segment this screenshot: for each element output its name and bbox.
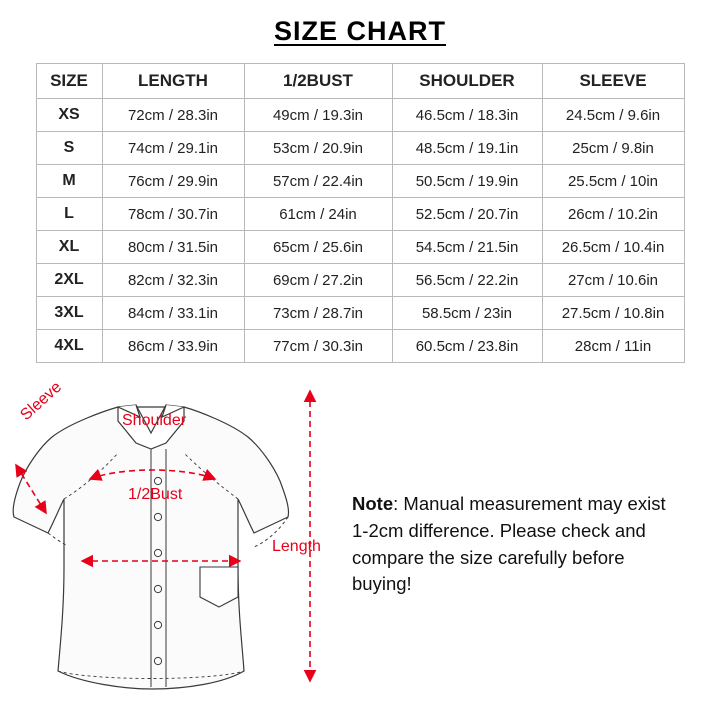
table-row: [36, 198, 684, 231]
shoulder-label: Shoulder: [122, 412, 187, 429]
note-body: : Manual measurement may exist 1-2cm difference. Please check and compare the size carefully before buying!: [352, 493, 666, 595]
table-row: [36, 297, 684, 330]
cell-size: 3XL: [36, 297, 102, 330]
size-chart-table: [36, 63, 685, 363]
cell-sleeve: 25cm / 9.8in: [542, 132, 684, 165]
table-row: [36, 231, 684, 264]
table-row: [36, 99, 684, 132]
cell-sleeve: 28cm / 11in: [542, 330, 684, 363]
cell-halfbust: 65cm / 25.6in: [244, 231, 392, 264]
cell-sleeve: 27cm / 10.6in: [542, 264, 684, 297]
cell-shoulder: 52.5cm / 20.7in: [392, 198, 542, 231]
table-header-row: [36, 64, 684, 99]
table-row: [36, 132, 684, 165]
cell-length: 82cm / 32.3in: [102, 264, 244, 297]
cell-length: 76cm / 29.9in: [102, 165, 244, 198]
cell-sleeve: 26.5cm / 10.4in: [542, 231, 684, 264]
sleeve-label: Sleeve: [17, 378, 66, 424]
cell-shoulder: 60.5cm / 23.8in: [392, 330, 542, 363]
note-prefix: Note: [352, 493, 394, 514]
page-title: SIZE CHART: [274, 16, 446, 46]
column-header-length: LENGTH: [102, 64, 244, 99]
cell-size: XL: [36, 231, 102, 264]
note-text: [352, 491, 682, 598]
column-header-shoulder: SHOULDER: [392, 64, 542, 99]
cell-length: 78cm / 30.7in: [102, 198, 244, 231]
cell-shoulder: 58.5cm / 23in: [392, 297, 542, 330]
cell-shoulder: 56.5cm / 22.2in: [392, 264, 542, 297]
cell-halfbust: 53cm / 20.9in: [244, 132, 392, 165]
cell-shoulder: 48.5cm / 19.1in: [392, 132, 542, 165]
half-bust-label: 1/2Bust: [128, 486, 183, 503]
cell-halfbust: 57cm / 22.4in: [244, 165, 392, 198]
shirt-measurement-diagram: [0, 371, 345, 711]
cell-sleeve: 25.5cm / 10in: [542, 165, 684, 198]
cell-halfbust: 77cm / 30.3in: [244, 330, 392, 363]
column-header-sleeve: SLEEVE: [542, 64, 684, 99]
cell-length: 74cm / 29.1in: [102, 132, 244, 165]
cell-size: 2XL: [36, 264, 102, 297]
cell-sleeve: 26cm / 10.2in: [542, 198, 684, 231]
table-row: [36, 330, 684, 363]
shirt-diagram-svg: [0, 371, 345, 711]
column-header-size: SIZE: [36, 64, 102, 99]
cell-halfbust: 61cm / 24in: [244, 198, 392, 231]
cell-size: XS: [36, 99, 102, 132]
cell-length: 84cm / 33.1in: [102, 297, 244, 330]
sleeve-seam-left: [48, 533, 66, 545]
cell-halfbust: 49cm / 19.3in: [244, 99, 392, 132]
cell-length: 72cm / 28.3in: [102, 99, 244, 132]
cell-size: S: [36, 132, 102, 165]
cell-length: 86cm / 33.9in: [102, 330, 244, 363]
cell-sleeve: 24.5cm / 9.6in: [542, 99, 684, 132]
cell-size: L: [36, 198, 102, 231]
length-label: Length: [272, 538, 321, 555]
cell-shoulder: 46.5cm / 18.3in: [392, 99, 542, 132]
cell-shoulder: 50.5cm / 19.9in: [392, 165, 542, 198]
cell-sleeve: 27.5cm / 10.8in: [542, 297, 684, 330]
cell-shoulder: 54.5cm / 21.5in: [392, 231, 542, 264]
cell-length: 80cm / 31.5in: [102, 231, 244, 264]
cell-size: 4XL: [36, 330, 102, 363]
table-row: [36, 264, 684, 297]
table-row: [36, 165, 684, 198]
cell-halfbust: 69cm / 27.2in: [244, 264, 392, 297]
cell-size: M: [36, 165, 102, 198]
column-header-halfbust: 1/2BUST: [244, 64, 392, 99]
cell-halfbust: 73cm / 28.7in: [244, 297, 392, 330]
